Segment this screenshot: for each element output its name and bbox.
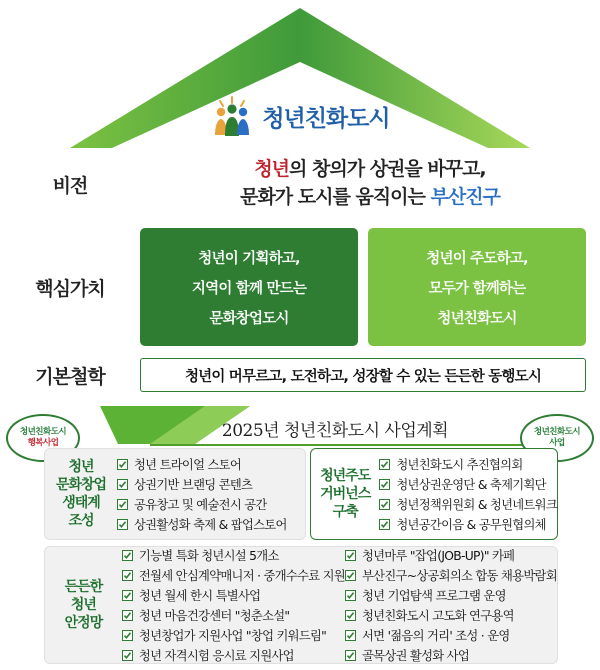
list-item xyxy=(379,515,557,533)
core-value-2-line-1: 청년이 주도하고, xyxy=(426,250,528,267)
list-item xyxy=(122,586,345,604)
check-icon xyxy=(122,630,133,641)
list-item-label: 청년창업가 지원사업 "창업 키워드림" xyxy=(138,629,327,643)
core-values-row xyxy=(0,222,600,352)
panel-governance-title-line-3: 구축 xyxy=(332,504,358,521)
list-item xyxy=(379,455,557,473)
panel-safety-net-list-left xyxy=(122,547,345,663)
panel-governance-title xyxy=(311,449,379,539)
core-values-label: 핵심가치 xyxy=(35,277,105,300)
list-item-label: 청년정책위원회 & 청년네트워크 xyxy=(396,498,557,512)
check-icon xyxy=(379,519,390,530)
check-icon xyxy=(379,459,390,470)
core-value-1-line-2: 지역이 함께 만드는 xyxy=(191,280,307,297)
list-item xyxy=(379,475,557,493)
core-value-box-1 xyxy=(140,228,358,346)
list-item-label: 상권활성화 축제 & 팝업스토어 xyxy=(134,518,287,532)
stamp-right-line-1: 청년친화도시 xyxy=(533,427,581,438)
list-item-label: 청년 마음건강센터 "청춘소설" xyxy=(138,609,290,623)
list-item xyxy=(122,546,345,564)
list-item xyxy=(379,495,557,513)
list-item-label: 부산진구~상공회의소 합동 채용박람회 xyxy=(362,569,557,583)
vision-highlight-youth: 청년 xyxy=(254,158,290,181)
list-item xyxy=(345,626,557,644)
list-item xyxy=(345,546,557,564)
vision-line-2 xyxy=(140,184,600,212)
list-item-label: 청년 자격시험 응시료 지원사업 xyxy=(138,649,294,663)
list-item xyxy=(122,566,345,584)
check-icon xyxy=(117,479,128,490)
panel-safety-net-title-line-2: 청년 xyxy=(70,596,96,613)
check-icon xyxy=(345,650,356,661)
list-item xyxy=(345,566,557,584)
list-item xyxy=(122,606,345,624)
list-item xyxy=(117,455,305,473)
people-logo-icon xyxy=(210,95,254,137)
list-item-label: 청년 기업탐색 프로그램 운영 xyxy=(362,589,506,603)
check-icon xyxy=(122,610,133,621)
vision-line-2-lead: 문화가 도시를 움직이는 xyxy=(240,186,431,208)
vision-row xyxy=(0,150,600,218)
stamp-left-line-2: 행복사업 xyxy=(27,438,59,448)
list-item xyxy=(345,586,557,604)
panel-governance-title-line-1: 청년주도 xyxy=(320,467,371,484)
panel-governance-list xyxy=(379,449,557,539)
check-icon xyxy=(345,610,356,621)
check-icon xyxy=(122,650,133,661)
check-icon xyxy=(379,479,390,490)
check-icon xyxy=(345,630,356,641)
panel-culture-startup xyxy=(44,448,306,540)
philosophy-text: 청년이 머무르고, 도전하고, 성장할 수 있는 든든한 동행도시 xyxy=(140,358,586,392)
core-value-2-line-3: 청년친화도시 xyxy=(437,310,517,327)
list-item-label: 청년 월세 한시 특별사업 xyxy=(138,589,261,603)
list-item xyxy=(117,495,305,513)
list-item xyxy=(117,475,305,493)
panel-safety-net-title-line-1: 든든한 xyxy=(64,578,103,595)
vision-line-1-rest: 의 창의가 상권을 바꾸고, xyxy=(289,158,486,181)
list-item-label: 골목상권 활성화 사업 xyxy=(362,649,470,663)
list-item-label: 전월세 안심계약매니저 · 중개수수료 지원 xyxy=(138,569,345,583)
stamp-right-line-2: 사업 xyxy=(549,438,565,448)
vision-text xyxy=(140,156,600,211)
check-icon xyxy=(345,570,356,581)
vision-line-1 xyxy=(140,156,600,184)
list-item xyxy=(117,515,305,533)
core-value-box-2 xyxy=(368,228,586,346)
panel-culture-list xyxy=(117,449,305,539)
list-item-label: 청년공간이음 & 공무원협의체 xyxy=(396,518,546,532)
philosophy-label: 기본철학 xyxy=(35,365,105,388)
plan-title: 2025년 청년친화도시 사업계획 xyxy=(221,421,449,441)
panel-safety-net-title xyxy=(45,547,122,663)
list-item-label: 상권기반 브랜딩 콘텐츠 xyxy=(134,478,253,492)
core-value-1-line-3: 문화창업도시 xyxy=(209,310,289,327)
panel-culture-title xyxy=(45,449,117,539)
list-item-label: 청년친화도시 고도화 연구용역 xyxy=(362,609,514,623)
philosophy-row xyxy=(0,354,600,396)
panel-culture-title-line-4: 조성 xyxy=(68,513,94,530)
check-icon xyxy=(122,550,133,561)
panel-governance xyxy=(310,448,558,540)
check-icon xyxy=(117,459,128,470)
list-item xyxy=(345,606,557,624)
check-icon xyxy=(122,570,133,581)
vision-label: 비전 xyxy=(52,174,88,197)
list-item-label: 청년상권운영단 & 축제기획단 xyxy=(396,478,546,492)
panel-culture-title-line-2: 문화창업 xyxy=(55,476,107,493)
panel-culture-title-line-1: 청년 xyxy=(68,458,94,475)
brand-logo xyxy=(0,95,600,137)
brand-logo-text: 청년친화도시 xyxy=(262,105,390,132)
list-item-label: 서면 '젊음의 거리' 조성 · 운영 xyxy=(362,629,510,643)
list-item-label: 청년 트라이얼 스토어 xyxy=(134,458,242,472)
list-item-label: 청년마루 "잡업(JOB-UP)" 카페 xyxy=(362,549,515,563)
panel-culture-title-line-3: 생태계 xyxy=(62,495,100,511)
list-item xyxy=(122,626,345,644)
list-item-label: 공유창고 및 예술전시 공간 xyxy=(134,498,267,512)
stamp-left-line-1: 청년친화도시 xyxy=(19,427,67,438)
panel-governance-title-line-2: 거버넌스 xyxy=(320,485,371,502)
panel-safety-net xyxy=(44,546,558,664)
check-icon xyxy=(122,590,133,601)
check-icon xyxy=(345,550,356,561)
list-item xyxy=(345,646,557,664)
vision-highlight-district: 부산진구 xyxy=(430,186,500,208)
check-icon xyxy=(117,519,128,530)
list-item xyxy=(122,646,345,664)
check-icon xyxy=(379,499,390,510)
plan-banner xyxy=(0,404,600,448)
core-value-1-line-1: 청년이 기획하고, xyxy=(198,250,300,267)
core-value-2-line-2: 모두가 함께하는 xyxy=(428,280,526,297)
check-icon xyxy=(117,499,128,510)
check-icon xyxy=(345,590,356,601)
list-item-label: 기능별 특화 청년시설 5개소 xyxy=(138,549,279,563)
list-item-label: 청년친화도시 추진협의회 xyxy=(396,458,523,472)
panel-safety-net-title-line-3: 안정망 xyxy=(64,615,103,632)
panel-safety-net-list-right xyxy=(345,547,557,663)
